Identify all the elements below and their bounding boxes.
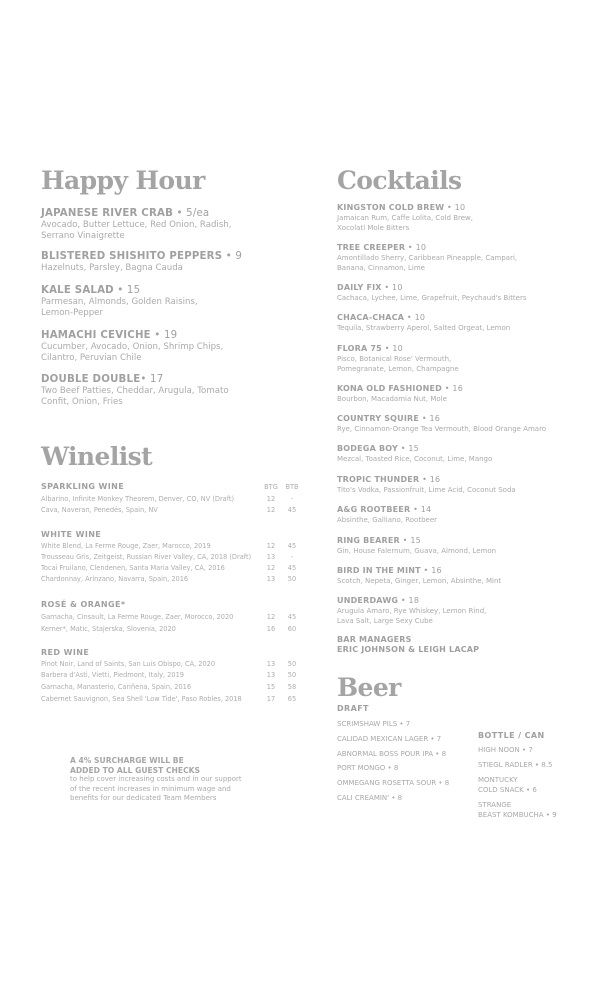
wine-name: Pinot Noir, Land of Saints, San Luis Obispo, CA, 2020 [41,660,216,668]
wine-btg: 13 [266,660,276,668]
wine-btg: 13 [266,671,276,679]
item-name: A&G ROOTBEER [337,505,411,514]
beer-title: Beer [337,673,401,702]
item-name: BODEGA BOY [337,444,398,453]
item-desc: Gin, House Falernum, Guava, Almond, Lemon [337,547,497,555]
bar-managers-names: ERIC JOHNSON & LEIGH LACAP [337,645,480,654]
wine-name: Garnacha, Cinsault, La Ferme Rouge, Zaer, Morocco, 2020 [41,613,234,621]
wine-btg: 16 [266,625,276,633]
surcharge-heading: A 4% SURCHARGE WILL BE [70,756,184,765]
wine-name: White Blend, La Ferme Rouge, Zaer, Marocco, 2019 [41,542,211,550]
wine-btb: 50 [287,575,297,583]
wine-btb: 45 [287,564,297,572]
btb-header: BTB [285,483,299,491]
item-price: • 16 [442,384,463,393]
wine-name: Trousseau Gris, Zeitgeist, Russian River Valley, CA, 2018 (Draft) [41,553,252,561]
wine-category: RED WINE [41,648,90,657]
item-desc: Two Beef Patties, Cheddar, Arugula, Tomato Confit, Onion, Fries [41,386,229,408]
wine-btg: 12 [266,613,276,621]
item-desc: Bourbon, Macadamia Nut, Mole [337,395,447,403]
cocktail-item [337,283,587,303]
beer-item: STIEGL RADLER • 8.5 [478,761,553,769]
cocktail-item [337,444,587,464]
wine-btg: 12 [266,506,276,514]
item-price: • 18 [398,596,420,605]
item-desc: Avocado, Butter Lettuce, Red Onion, Radish, Serrano Vinaigrette [41,220,232,242]
item-price: • 15 [399,536,421,545]
cocktail-item [337,344,587,374]
beer-item-line: STRANGE [478,801,512,809]
wine-btg: 15 [266,683,276,691]
bottle-can-label: BOTTLE / CAN [478,731,545,740]
item-desc: Mezcal, Toasted Rice, Coconut, Lime, Mango [337,455,493,463]
item-price: • 16 [419,414,441,423]
item-name: KINGSTON COLD BREW [337,203,445,212]
item-price: • 10 [381,344,403,353]
surcharge-note [70,756,270,804]
item-price: • 5/ea [173,208,210,219]
beer-item: PORT MONGO • 8 [337,764,399,772]
wine-btb: 45 [287,542,297,550]
item-name: BIRD IN THE MINT [337,566,421,575]
bar-managers-label: BAR MANAGERS [337,635,412,644]
menu-item [41,374,303,409]
beer-item [478,775,537,795]
beer-item: OMMEGANG ROSETTA SOUR • 8 [337,779,450,787]
cocktail-item [337,243,587,273]
surcharge-text: to help cover increasing costs and in our support [70,775,242,783]
wine-btg: 12 [266,495,276,503]
menu-item [41,208,303,243]
item-price: • 17 [140,374,164,385]
item-price: • 9 [222,251,243,262]
item-price: • 19 [150,330,178,341]
item-desc: Cachaca, Lychee, Lime, Grapefruit, Peychaud's Bitters [337,294,527,302]
item-desc: Pisco, Botanical Rose' Vermouth, [337,355,452,363]
surcharge-text: of the recent increases in minimum wage and [70,784,231,793]
item-name: DOUBLE DOUBLE [41,374,141,385]
beer-item: ABNORMAL BOSS POUR IPA • 8 [337,750,447,758]
item-desc: Lava Salt, Large Sexy Cube [337,617,433,625]
item-name: UNDERDAWG [337,596,399,605]
winelist-title: Winelist [41,442,153,471]
beer-item-line: COLD SNACK • 6 [478,786,537,794]
wine-btb: 65 [287,695,297,703]
item-desc: Amontillado Sherry, Caribbean Pineapple, Campari, [337,254,518,262]
item-name: HAMACHI CEVICHE [41,330,151,341]
wine-name: Tocai Fruilano, Clendenen, Santa Maria Valley, CA, 2016 [41,564,225,572]
item-name: COUNTRY SQUIRE [337,414,420,423]
item-name: BLISTERED SHISHITO PEPPERS [41,251,223,262]
wine-name: Barbera d'Asti, Vietti, Piedmont, Italy, 2019 [41,671,184,679]
item-price: • 15 [397,444,419,453]
wine-category: ROSÉ & ORANGE* [41,600,126,609]
item-name: TROPIC THUNDER [337,475,420,484]
beer-item-line: MONTUCKY [478,776,518,784]
wine-name: Kerner*, Matic, Stajerska, Slovenia, 2020 [41,625,176,633]
wine-btb: 50 [287,660,297,668]
item-desc: Absinthe, Galliano, Rootbeer [337,516,437,524]
wine-btg: 13 [266,575,276,583]
item-price: • 14 [410,505,432,514]
item-name: JAPANESE RIVER CRAB [41,208,174,219]
item-price: • 16 [420,566,442,575]
item-name: RING BEARER [337,536,400,545]
item-name: DAILY FIX [337,283,382,292]
wine-category: WHITE WINE [41,530,102,539]
cocktail-item [337,505,587,525]
cocktail-item [337,203,587,233]
beer-item: SCRIMSHAW PILS • 7 [337,720,411,728]
item-name: KONA OLD FASHIONED [337,384,443,393]
surcharge-text: benefits for our dedicated Team Members [70,794,217,802]
item-desc: Scotch, Nepeta, Ginger, Lemon, Absinthe, Mint [337,577,502,585]
item-price: • 16 [419,475,441,484]
item-desc: Hazelnuts, Parsley, Bagna Cauda [41,263,183,273]
item-desc: Pomegranate, Lemon, Champagne [337,365,459,373]
cocktail-item [337,384,587,404]
item-desc: Arugula Amaro, Rye Whiskey, Lemon Rind, [337,607,487,615]
btg-header: BTG [264,483,278,491]
item-desc: Rye, Cinnamon-Orange Tea Vermouth, Blood Orange Amaro [337,425,547,433]
cocktail-item [337,414,587,434]
cocktail-item [337,536,587,556]
menu-item [41,330,303,365]
wine-name: Garnacha, Manasterio, Cariñena, Spain, 2016 [41,683,192,691]
draft-label: DRAFT [337,704,369,713]
cocktail-item [337,475,587,495]
wine-btb: 45 [287,506,297,514]
menu-item [41,251,303,274]
item-name: TREE CREEPER [337,243,406,252]
wine-btg: 13 [266,553,276,561]
wine-btb: 58 [287,683,297,691]
menu-item [41,285,303,320]
item-desc: Tito's Vodka, Passionfruit, Lime Acid, Coconut Soda [337,486,516,494]
beer-item: CALIDAD MEXICAN LAGER • 7 [337,735,442,743]
item-desc: Cucumber, Avocado, Onion, Shrimp Chips, Cilantro, Peruvian Chile [41,342,224,364]
wine-btb: 45 [287,613,297,621]
item-price: • 15 [113,285,141,296]
wine-btb: 60 [287,625,297,633]
wine-category: SPARKLING WINE [41,482,125,491]
item-desc: Jamaican Rum, Caffe Lolita, Cold Brew, [337,214,473,222]
happy-hour-title: Happy Hour [41,166,205,195]
beer-item-line: BEAST KOMBUCHA • 9 [478,811,557,819]
item-desc: Parmesan, Almonds, Golden Raisins, Lemon-Pepper [41,297,198,319]
cocktail-item [337,313,587,333]
item-price: • 10 [404,313,426,322]
bar-managers [337,635,587,655]
beer-item [478,800,557,820]
wine-name: Albarino, Infinite Monkey Theorem, Denver, CO, NV (Draft) [41,495,235,503]
wine-btg: 17 [266,695,276,703]
beer-item: HIGH NOON • 7 [478,746,533,754]
cocktail-item [337,596,587,626]
cocktail-item [337,566,587,586]
item-name: FLORA 75 [337,344,382,353]
item-price: • 10 [381,283,403,292]
wine-btb: - [290,495,294,503]
beer-item: CALI CREAMIN' • 8 [337,794,403,802]
item-desc: Xocolatl Mole Bitters [337,224,410,232]
wine-btb: - [290,553,294,561]
wine-name: Cava, Naveran, Penedés, Spain, NV [41,506,158,514]
wine-btb: 50 [287,671,297,679]
surcharge-heading: ADDED TO ALL GUEST CHECKS [70,765,201,775]
wine-name: Cabernet Sauvignon, Sea Shell 'Low Tide', Paso Robles, 2018 [41,695,242,703]
item-price: • 10 [444,203,466,212]
cocktails-title: Cocktails [337,166,462,195]
item-name: CHACA-CHACA [337,313,405,322]
item-desc: Banana, Cinnamon, Lime [337,264,425,272]
wine-name: Chardonnay, Arinzano, Navarra, Spain, 2016 [41,575,189,583]
item-name: KALE SALAD [41,285,114,296]
wine-btg: 12 [266,542,276,550]
wine-btg: 12 [266,564,276,572]
item-price: • 10 [405,243,427,252]
item-desc: Tequila, Strawberry Aperol, Salted Orgeat, Lemon [337,324,511,332]
